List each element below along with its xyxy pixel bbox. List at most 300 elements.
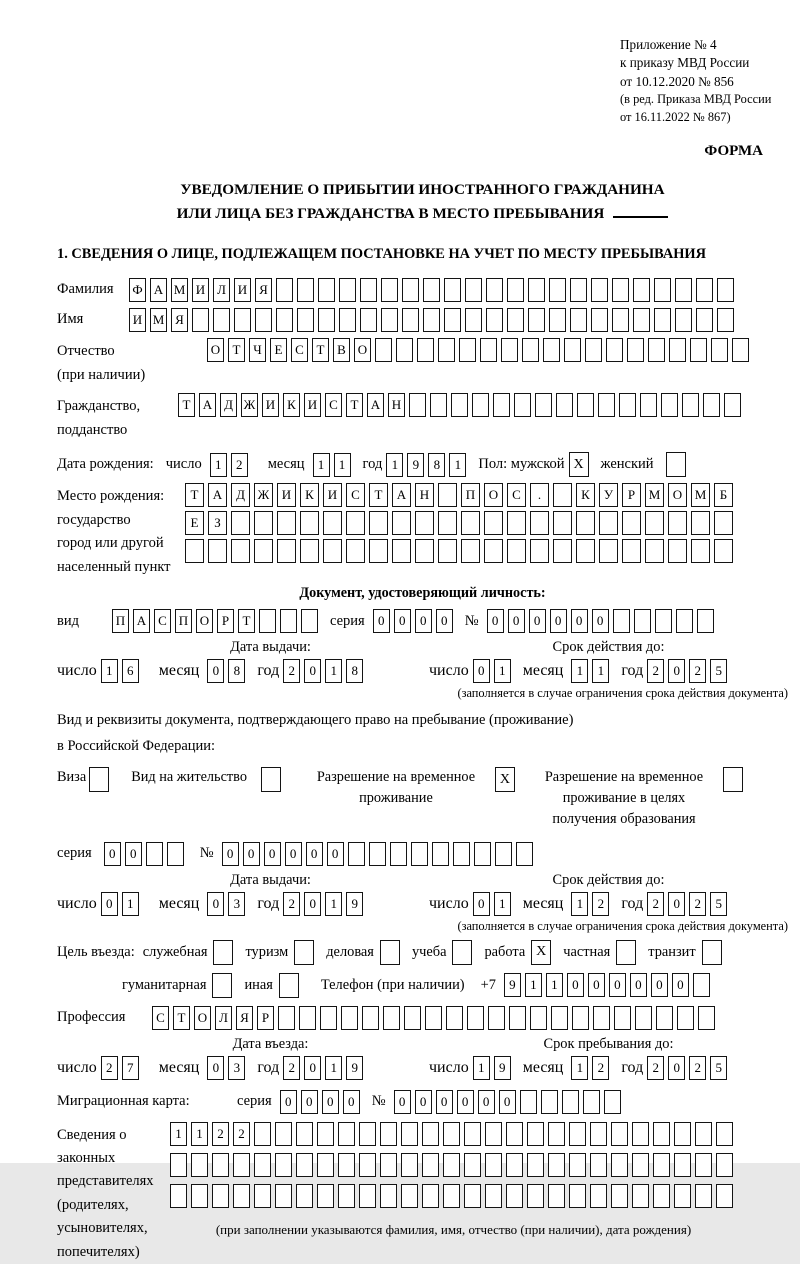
- form-cell[interactable]: [254, 1122, 271, 1146]
- form-cell[interactable]: Б: [714, 483, 733, 507]
- form-cell[interactable]: 0: [285, 842, 302, 866]
- form-cell[interactable]: [423, 278, 440, 302]
- form-cell[interactable]: [599, 511, 618, 535]
- form-cell[interactable]: [507, 308, 524, 332]
- form-cell[interactable]: 0: [571, 609, 588, 633]
- form-cell[interactable]: [717, 278, 734, 302]
- form-cell[interactable]: [682, 393, 699, 417]
- form-cell[interactable]: [208, 539, 227, 563]
- form-cell[interactable]: [401, 1184, 418, 1208]
- form-cell[interactable]: 2: [101, 1056, 118, 1080]
- form-cell[interactable]: [691, 511, 710, 535]
- form-cell[interactable]: 1: [546, 973, 563, 997]
- form-cell[interactable]: [484, 511, 503, 535]
- form-cell[interactable]: [514, 393, 531, 417]
- form-cell[interactable]: О: [668, 483, 687, 507]
- form-cell[interactable]: 0: [567, 973, 584, 997]
- form-cell[interactable]: [633, 308, 650, 332]
- form-cell[interactable]: [338, 1153, 355, 1177]
- form-cell[interactable]: 0: [304, 1056, 321, 1080]
- purpose-tourism-checkbox[interactable]: [294, 940, 314, 965]
- form-cell[interactable]: [443, 1153, 460, 1177]
- form-cell[interactable]: [443, 1184, 460, 1208]
- form-cell[interactable]: [698, 1006, 715, 1030]
- temp-residence-education-checkbox[interactable]: [723, 767, 743, 792]
- form-cell[interactable]: 0: [668, 659, 685, 683]
- form-cell[interactable]: [507, 539, 526, 563]
- form-cell[interactable]: [691, 539, 710, 563]
- form-cell[interactable]: [528, 278, 545, 302]
- form-cell[interactable]: [438, 539, 457, 563]
- form-cell[interactable]: [464, 1122, 481, 1146]
- form-cell[interactable]: 0: [301, 1090, 318, 1114]
- form-cell[interactable]: [690, 338, 707, 362]
- form-cell[interactable]: 7: [122, 1056, 139, 1080]
- form-cell[interactable]: 0: [550, 609, 567, 633]
- form-cell[interactable]: [453, 842, 470, 866]
- form-cell[interactable]: [622, 511, 641, 535]
- form-cell[interactable]: 5: [710, 892, 727, 916]
- form-cell[interactable]: [716, 1153, 733, 1177]
- purpose-other-checkbox[interactable]: [279, 973, 299, 998]
- form-cell[interactable]: [634, 609, 651, 633]
- form-cell[interactable]: К: [300, 483, 319, 507]
- form-cell[interactable]: 2: [689, 659, 706, 683]
- form-cell[interactable]: [553, 483, 572, 507]
- form-cell[interactable]: С: [152, 1006, 169, 1030]
- form-cell[interactable]: [212, 1184, 229, 1208]
- form-cell[interactable]: [528, 308, 545, 332]
- form-cell[interactable]: [633, 278, 650, 302]
- form-cell[interactable]: [485, 1122, 502, 1146]
- form-cell[interactable]: А: [150, 278, 167, 302]
- form-cell[interactable]: Р: [622, 483, 641, 507]
- sex-male-checkbox[interactable]: X: [569, 452, 589, 477]
- form-cell[interactable]: [693, 973, 710, 997]
- form-cell[interactable]: 0: [473, 892, 490, 916]
- form-cell[interactable]: 0: [436, 609, 453, 633]
- form-cell[interactable]: Т: [173, 1006, 190, 1030]
- form-cell[interactable]: [146, 842, 163, 866]
- form-cell[interactable]: [632, 1184, 649, 1208]
- form-cell[interactable]: И: [323, 483, 342, 507]
- form-cell[interactable]: [254, 539, 273, 563]
- form-cell[interactable]: [323, 539, 342, 563]
- form-cell[interactable]: 0: [415, 1090, 432, 1114]
- form-cell[interactable]: 1: [494, 659, 511, 683]
- purpose-work-checkbox[interactable]: X: [531, 940, 551, 965]
- form-cell[interactable]: [254, 511, 273, 535]
- purpose-transit-checkbox[interactable]: [702, 940, 722, 965]
- form-cell[interactable]: [661, 393, 678, 417]
- form-cell[interactable]: 0: [588, 973, 605, 997]
- form-cell[interactable]: [714, 511, 733, 535]
- form-cell[interactable]: [280, 609, 297, 633]
- form-cell[interactable]: У: [599, 483, 618, 507]
- form-cell[interactable]: [396, 338, 413, 362]
- purpose-official-checkbox[interactable]: [213, 940, 233, 965]
- form-cell[interactable]: 1: [191, 1122, 208, 1146]
- form-cell[interactable]: Д: [220, 393, 237, 417]
- form-cell[interactable]: 2: [689, 892, 706, 916]
- form-cell[interactable]: [527, 1184, 544, 1208]
- form-cell[interactable]: [590, 1184, 607, 1208]
- form-cell[interactable]: [675, 278, 692, 302]
- form-cell[interactable]: [553, 539, 572, 563]
- form-cell[interactable]: 3: [228, 1056, 245, 1080]
- form-cell[interactable]: 2: [592, 1056, 609, 1080]
- form-cell[interactable]: М: [150, 308, 167, 332]
- form-cell[interactable]: [277, 539, 296, 563]
- form-cell[interactable]: А: [199, 393, 216, 417]
- form-cell[interactable]: [697, 609, 714, 633]
- form-cell[interactable]: [569, 1122, 586, 1146]
- form-cell[interactable]: 1: [449, 453, 466, 477]
- form-cell[interactable]: Р: [217, 609, 234, 633]
- form-cell[interactable]: М: [645, 483, 664, 507]
- form-cell[interactable]: [338, 1184, 355, 1208]
- form-cell[interactable]: 9: [346, 892, 363, 916]
- form-cell[interactable]: Т: [185, 483, 204, 507]
- form-cell[interactable]: [591, 278, 608, 302]
- form-cell[interactable]: 0: [306, 842, 323, 866]
- form-cell[interactable]: [317, 1184, 334, 1208]
- form-cell[interactable]: [392, 539, 411, 563]
- form-cell[interactable]: Е: [270, 338, 287, 362]
- purpose-study-checkbox[interactable]: [452, 940, 472, 965]
- form-cell[interactable]: Л: [215, 1006, 232, 1030]
- form-cell[interactable]: [465, 308, 482, 332]
- form-cell[interactable]: П: [175, 609, 192, 633]
- form-cell[interactable]: 8: [346, 659, 363, 683]
- form-cell[interactable]: [301, 609, 318, 633]
- form-cell[interactable]: [695, 1122, 712, 1146]
- form-cell[interactable]: [320, 1006, 337, 1030]
- form-cell[interactable]: [341, 1006, 358, 1030]
- form-cell[interactable]: [612, 308, 629, 332]
- form-cell[interactable]: 0: [322, 1090, 339, 1114]
- form-cell[interactable]: А: [367, 393, 384, 417]
- form-cell[interactable]: 1: [571, 1056, 588, 1080]
- form-cell[interactable]: [543, 338, 560, 362]
- form-cell[interactable]: О: [196, 609, 213, 633]
- form-cell[interactable]: 3: [228, 892, 245, 916]
- form-cell[interactable]: [564, 338, 581, 362]
- form-cell[interactable]: С: [291, 338, 308, 362]
- form-cell[interactable]: [255, 308, 272, 332]
- form-cell[interactable]: [348, 842, 365, 866]
- form-cell[interactable]: [577, 393, 594, 417]
- form-cell[interactable]: [459, 338, 476, 362]
- form-cell[interactable]: 0: [473, 659, 490, 683]
- form-cell[interactable]: [296, 1153, 313, 1177]
- form-cell[interactable]: [674, 1122, 691, 1146]
- form-cell[interactable]: [254, 1153, 271, 1177]
- form-cell[interactable]: [677, 1006, 694, 1030]
- form-cell[interactable]: [276, 308, 293, 332]
- form-cell[interactable]: 1: [325, 1056, 342, 1080]
- form-cell[interactable]: [668, 511, 687, 535]
- form-cell[interactable]: [583, 1090, 600, 1114]
- form-cell[interactable]: [369, 511, 388, 535]
- form-cell[interactable]: 8: [428, 453, 445, 477]
- form-cell[interactable]: [375, 338, 392, 362]
- form-cell[interactable]: [556, 393, 573, 417]
- form-cell[interactable]: [383, 1006, 400, 1030]
- form-cell[interactable]: [606, 338, 623, 362]
- form-cell[interactable]: [381, 278, 398, 302]
- form-cell[interactable]: [674, 1153, 691, 1177]
- form-cell[interactable]: К: [283, 393, 300, 417]
- form-cell[interactable]: [323, 511, 342, 535]
- form-cell[interactable]: [572, 1006, 589, 1030]
- form-cell[interactable]: [359, 1153, 376, 1177]
- form-cell[interactable]: 1: [122, 892, 139, 916]
- form-cell[interactable]: 0: [207, 892, 224, 916]
- form-cell[interactable]: [472, 393, 489, 417]
- form-cell[interactable]: 0: [343, 1090, 360, 1114]
- form-cell[interactable]: [593, 1006, 610, 1030]
- form-cell[interactable]: [656, 1006, 673, 1030]
- form-cell[interactable]: А: [208, 483, 227, 507]
- form-cell[interactable]: Т: [228, 338, 245, 362]
- form-cell[interactable]: [522, 338, 539, 362]
- form-cell[interactable]: 0: [104, 842, 121, 866]
- form-cell[interactable]: [417, 338, 434, 362]
- form-cell[interactable]: 0: [394, 1090, 411, 1114]
- form-cell[interactable]: [464, 1184, 481, 1208]
- form-cell[interactable]: Р: [257, 1006, 274, 1030]
- form-cell[interactable]: [619, 393, 636, 417]
- form-cell[interactable]: 0: [125, 842, 142, 866]
- form-cell[interactable]: З: [208, 511, 227, 535]
- form-cell[interactable]: [360, 308, 377, 332]
- form-cell[interactable]: 2: [283, 659, 300, 683]
- form-cell[interactable]: К: [576, 483, 595, 507]
- form-cell[interactable]: 1: [325, 892, 342, 916]
- form-cell[interactable]: 0: [478, 1090, 495, 1114]
- form-cell[interactable]: 9: [346, 1056, 363, 1080]
- form-cell[interactable]: [430, 393, 447, 417]
- form-cell[interactable]: 0: [243, 842, 260, 866]
- form-cell[interactable]: [645, 511, 664, 535]
- form-cell[interactable]: [474, 842, 491, 866]
- form-cell[interactable]: 0: [394, 609, 411, 633]
- form-cell[interactable]: [480, 338, 497, 362]
- form-cell[interactable]: [346, 511, 365, 535]
- form-cell[interactable]: [380, 1122, 397, 1146]
- form-cell[interactable]: И: [129, 308, 146, 332]
- form-cell[interactable]: 1: [313, 453, 330, 477]
- form-cell[interactable]: [732, 338, 749, 362]
- form-cell[interactable]: [401, 1122, 418, 1146]
- form-cell[interactable]: [569, 1153, 586, 1177]
- form-cell[interactable]: [485, 1153, 502, 1177]
- form-cell[interactable]: [676, 609, 693, 633]
- form-cell[interactable]: [696, 308, 713, 332]
- form-cell[interactable]: 9: [407, 453, 424, 477]
- form-cell[interactable]: [486, 308, 503, 332]
- form-cell[interactable]: [346, 539, 365, 563]
- form-cell[interactable]: Ж: [241, 393, 258, 417]
- form-cell[interactable]: Н: [388, 393, 405, 417]
- form-cell[interactable]: Я: [171, 308, 188, 332]
- form-cell[interactable]: [438, 338, 455, 362]
- form-cell[interactable]: 0: [304, 892, 321, 916]
- form-cell[interactable]: 0: [327, 842, 344, 866]
- form-cell[interactable]: [654, 278, 671, 302]
- form-cell[interactable]: 5: [710, 659, 727, 683]
- form-cell[interactable]: 1: [170, 1122, 187, 1146]
- form-cell[interactable]: Д: [231, 483, 250, 507]
- form-cell[interactable]: [402, 308, 419, 332]
- form-cell[interactable]: [614, 1006, 631, 1030]
- form-cell[interactable]: [369, 539, 388, 563]
- form-cell[interactable]: [392, 511, 411, 535]
- form-cell[interactable]: 0: [415, 609, 432, 633]
- visa-checkbox[interactable]: [89, 767, 109, 792]
- form-cell[interactable]: [695, 1153, 712, 1177]
- form-cell[interactable]: [611, 1153, 628, 1177]
- form-cell[interactable]: Е: [185, 511, 204, 535]
- form-cell[interactable]: [653, 1153, 670, 1177]
- form-cell[interactable]: [300, 539, 319, 563]
- form-cell[interactable]: [484, 539, 503, 563]
- form-cell[interactable]: [296, 1184, 313, 1208]
- form-cell[interactable]: [446, 1006, 463, 1030]
- form-cell[interactable]: Ж: [254, 483, 273, 507]
- form-cell[interactable]: [516, 842, 533, 866]
- form-cell[interactable]: 0: [668, 1056, 685, 1080]
- form-cell[interactable]: [425, 1006, 442, 1030]
- form-cell[interactable]: [653, 1122, 670, 1146]
- form-cell[interactable]: [231, 511, 250, 535]
- form-cell[interactable]: [461, 539, 480, 563]
- form-cell[interactable]: В: [333, 338, 350, 362]
- form-cell[interactable]: [655, 609, 672, 633]
- form-cell[interactable]: [569, 1184, 586, 1208]
- form-cell[interactable]: [317, 1153, 334, 1177]
- form-cell[interactable]: 1: [386, 453, 403, 477]
- form-cell[interactable]: [703, 393, 720, 417]
- form-cell[interactable]: [318, 278, 335, 302]
- form-cell[interactable]: И: [277, 483, 296, 507]
- form-cell[interactable]: [438, 511, 457, 535]
- form-cell[interactable]: [562, 1090, 579, 1114]
- form-cell[interactable]: [590, 1122, 607, 1146]
- form-cell[interactable]: 1: [210, 453, 227, 477]
- form-cell[interactable]: [553, 511, 572, 535]
- form-cell[interactable]: 9: [504, 973, 521, 997]
- form-cell[interactable]: М: [691, 483, 710, 507]
- form-cell[interactable]: [465, 278, 482, 302]
- form-cell[interactable]: 1: [334, 453, 351, 477]
- form-cell[interactable]: С: [154, 609, 171, 633]
- form-cell[interactable]: 0: [651, 973, 668, 997]
- form-cell[interactable]: [299, 1006, 316, 1030]
- form-cell[interactable]: 2: [231, 453, 248, 477]
- form-cell[interactable]: [402, 278, 419, 302]
- form-cell[interactable]: 0: [222, 842, 239, 866]
- form-cell[interactable]: 9: [494, 1056, 511, 1080]
- form-cell[interactable]: А: [133, 609, 150, 633]
- form-cell[interactable]: П: [461, 483, 480, 507]
- form-cell[interactable]: [724, 393, 741, 417]
- form-cell[interactable]: 0: [264, 842, 281, 866]
- form-cell[interactable]: О: [484, 483, 503, 507]
- form-cell[interactable]: 0: [487, 609, 504, 633]
- form-cell[interactable]: [653, 1184, 670, 1208]
- form-cell[interactable]: .: [530, 483, 549, 507]
- form-cell[interactable]: [493, 393, 510, 417]
- form-cell[interactable]: [296, 1122, 313, 1146]
- form-cell[interactable]: [234, 308, 251, 332]
- form-cell[interactable]: 0: [668, 892, 685, 916]
- form-cell[interactable]: [390, 842, 407, 866]
- form-cell[interactable]: Т: [312, 338, 329, 362]
- form-cell[interactable]: [259, 609, 276, 633]
- form-cell[interactable]: [369, 842, 386, 866]
- form-cell[interactable]: Ч: [249, 338, 266, 362]
- form-cell[interactable]: [611, 1122, 628, 1146]
- form-cell[interactable]: [674, 1184, 691, 1208]
- form-cell[interactable]: [359, 1184, 376, 1208]
- form-cell[interactable]: [711, 338, 728, 362]
- form-cell[interactable]: Т: [346, 393, 363, 417]
- form-cell[interactable]: [444, 308, 461, 332]
- form-cell[interactable]: М: [171, 278, 188, 302]
- form-cell[interactable]: 0: [304, 659, 321, 683]
- form-cell[interactable]: 2: [592, 892, 609, 916]
- form-cell[interactable]: [576, 511, 595, 535]
- sex-female-checkbox[interactable]: [666, 452, 686, 477]
- form-cell[interactable]: [551, 1006, 568, 1030]
- form-cell[interactable]: [613, 609, 630, 633]
- form-cell[interactable]: 0: [672, 973, 689, 997]
- form-cell[interactable]: [495, 842, 512, 866]
- form-cell[interactable]: [233, 1184, 250, 1208]
- form-cell[interactable]: [506, 1122, 523, 1146]
- form-cell[interactable]: [444, 278, 461, 302]
- form-cell[interactable]: [527, 1153, 544, 1177]
- form-cell[interactable]: [635, 1006, 652, 1030]
- form-cell[interactable]: 1: [571, 892, 588, 916]
- form-cell[interactable]: 2: [647, 659, 664, 683]
- form-cell[interactable]: [422, 1122, 439, 1146]
- form-cell[interactable]: [535, 393, 552, 417]
- form-cell[interactable]: 1: [494, 892, 511, 916]
- form-cell[interactable]: [488, 1006, 505, 1030]
- form-cell[interactable]: [530, 511, 549, 535]
- form-cell[interactable]: [338, 1122, 355, 1146]
- form-cell[interactable]: [192, 308, 209, 332]
- form-cell[interactable]: [401, 1153, 418, 1177]
- form-cell[interactable]: [231, 539, 250, 563]
- residence-permit-checkbox[interactable]: [261, 767, 281, 792]
- purpose-business-checkbox[interactable]: [380, 940, 400, 965]
- form-cell[interactable]: [464, 1153, 481, 1177]
- form-cell[interactable]: [191, 1184, 208, 1208]
- form-cell[interactable]: [438, 483, 457, 507]
- form-cell[interactable]: [548, 1153, 565, 1177]
- form-cell[interactable]: 2: [647, 1056, 664, 1080]
- form-cell[interactable]: [404, 1006, 421, 1030]
- form-cell[interactable]: [360, 278, 377, 302]
- form-cell[interactable]: О: [194, 1006, 211, 1030]
- form-cell[interactable]: [716, 1184, 733, 1208]
- form-cell[interactable]: О: [354, 338, 371, 362]
- form-cell[interactable]: 2: [283, 1056, 300, 1080]
